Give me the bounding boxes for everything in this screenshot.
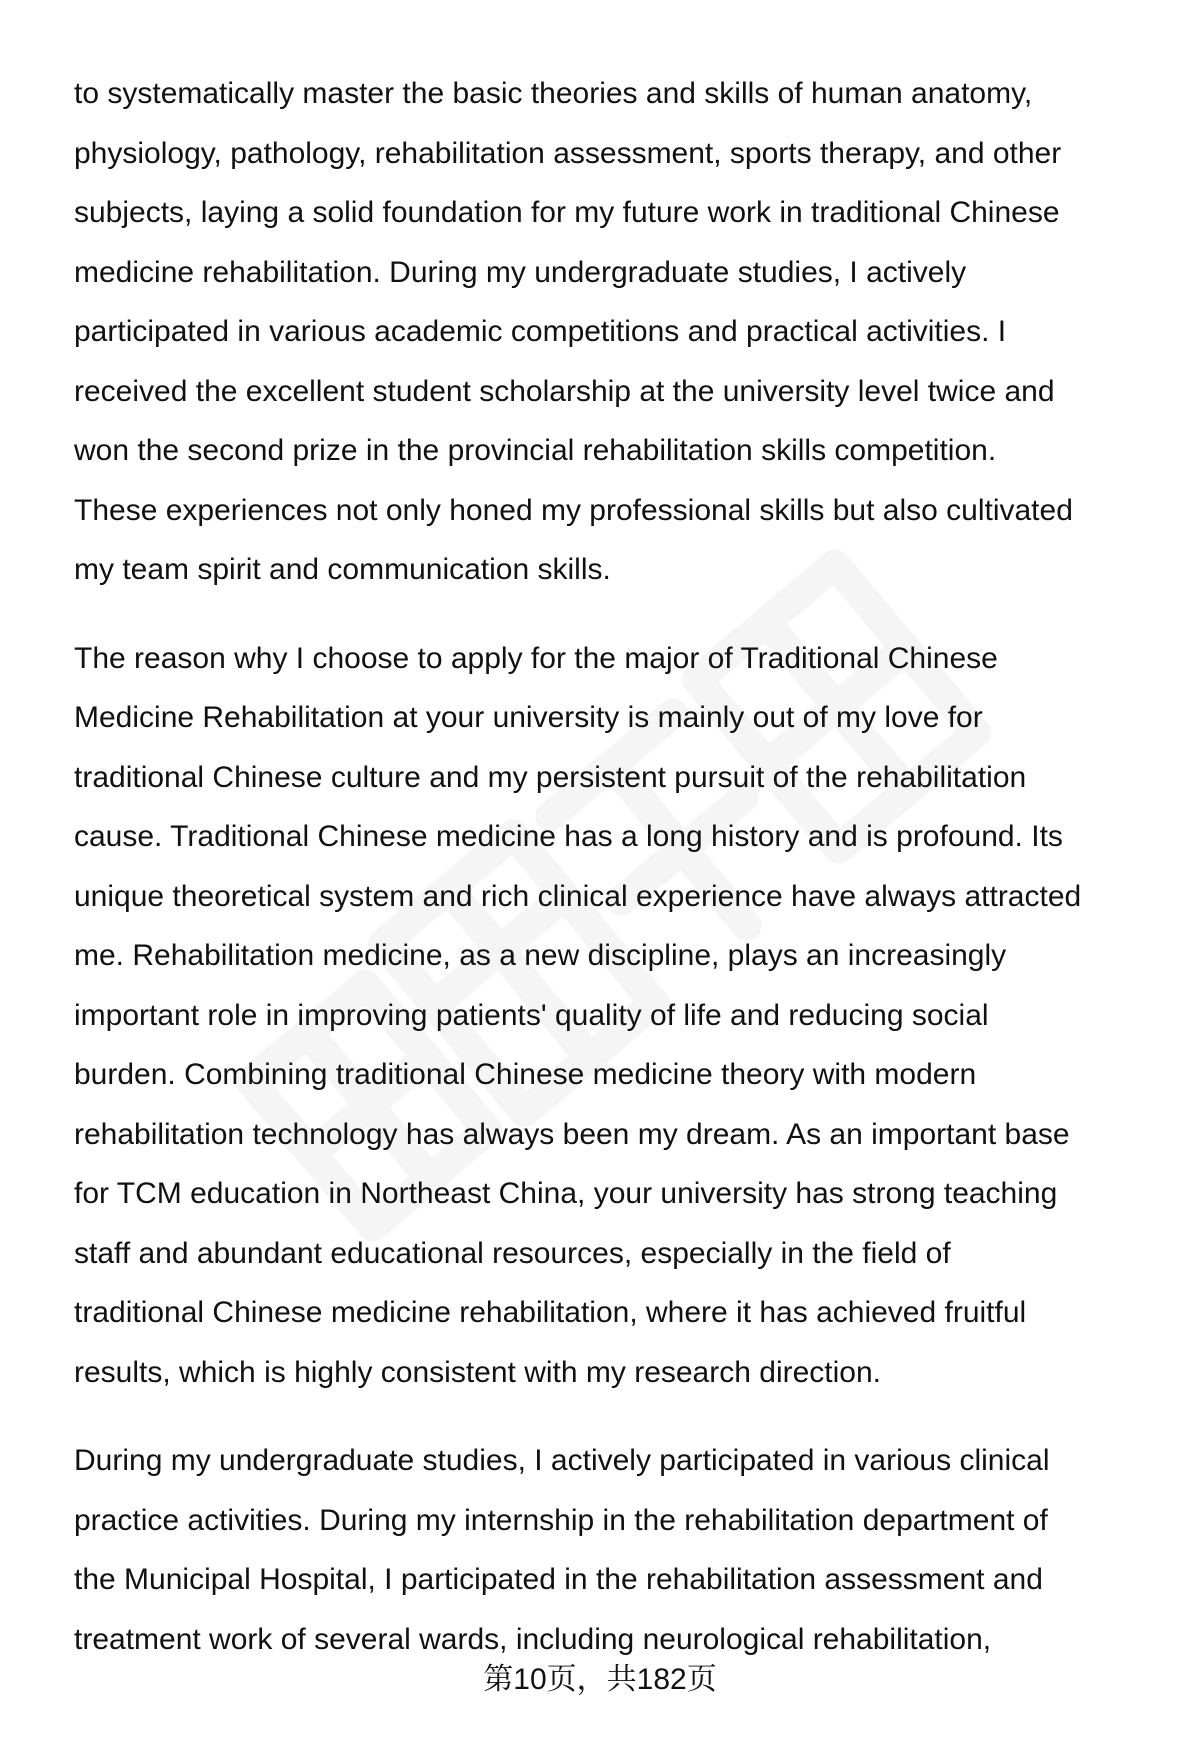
paragraph-1: [74, 64, 1144, 600]
text-line: for TCM education in Northeast China, your university has strong teaching: [74, 1177, 1058, 1210]
text-line: to systematically master the basic theories and skills of human anatomy,: [74, 77, 1033, 110]
text-line: traditional Chinese culture and my persistent pursuit of the rehabilitation: [74, 760, 1027, 794]
text-line: During my undergraduate studies, I actively participated in various clinical: [74, 1444, 1050, 1477]
text-line: staff and abundant educational resources, especially in the field of: [74, 1236, 951, 1270]
paragraph-2: [74, 629, 1144, 1403]
document-body: [74, 64, 1144, 1698]
text-line: Medicine Rehabilitation at your university is mainly out of my love for: [74, 701, 983, 734]
text-line: the Municipal Hospital, I participated in the rehabilitation assessment and: [74, 1563, 1043, 1596]
text-line: participated in various academic competitions and practical activities. I: [74, 315, 1007, 348]
text-line: These experiences not only honed my professional skills but also cultivated: [74, 493, 1073, 527]
text-line: physiology, pathology, rehabilitation assessment, sports therapy, and other: [74, 136, 1062, 170]
text-line: medicine rehabilitation. During my undergraduate studies, I actively: [74, 255, 967, 289]
text-line: received the excellent student scholarship at the university level twice and: [74, 374, 1055, 408]
text-line: my team spirit and communication skills.: [74, 553, 611, 586]
text-line: treatment work of several wards, including neurological rehabilitation,: [74, 1622, 992, 1656]
text-line: practice activities. During my internship in the rehabilitation department of: [74, 1503, 1048, 1537]
text-line: cause. Traditional Chinese medicine has a long history and is profound. Its: [74, 820, 1063, 853]
text-line: me. Rehabilitation medicine, as a new discipline, plays an increasingly: [74, 939, 1007, 972]
page-number-footer: 第10页，共182页: [483, 1663, 717, 1696]
text-line: results, which is highly consistent with my research direction.: [74, 1355, 881, 1389]
text-line: traditional Chinese medicine rehabilitation, where it has achieved fruitful: [74, 1296, 1027, 1329]
paragraph-3: [74, 1431, 1144, 1669]
text-line: subjects, laying a solid foundation for my future work in traditional Chinese: [74, 196, 1060, 229]
text-line: The reason why I choose to apply for the major of Traditional Chinese: [74, 641, 998, 675]
text-line: won the second prize in the provincial rehabilitation skills competition.: [74, 434, 997, 467]
text-line: important role in improving patients' quality of life and reducing social: [74, 998, 989, 1032]
text-line: burden. Combining traditional Chinese medicine theory with modern: [74, 1058, 977, 1091]
text-line: unique theoretical system and rich clinical experience have always attracted: [74, 879, 1082, 913]
text-line: rehabilitation technology has always been my dream. As an important base: [74, 1117, 1070, 1151]
